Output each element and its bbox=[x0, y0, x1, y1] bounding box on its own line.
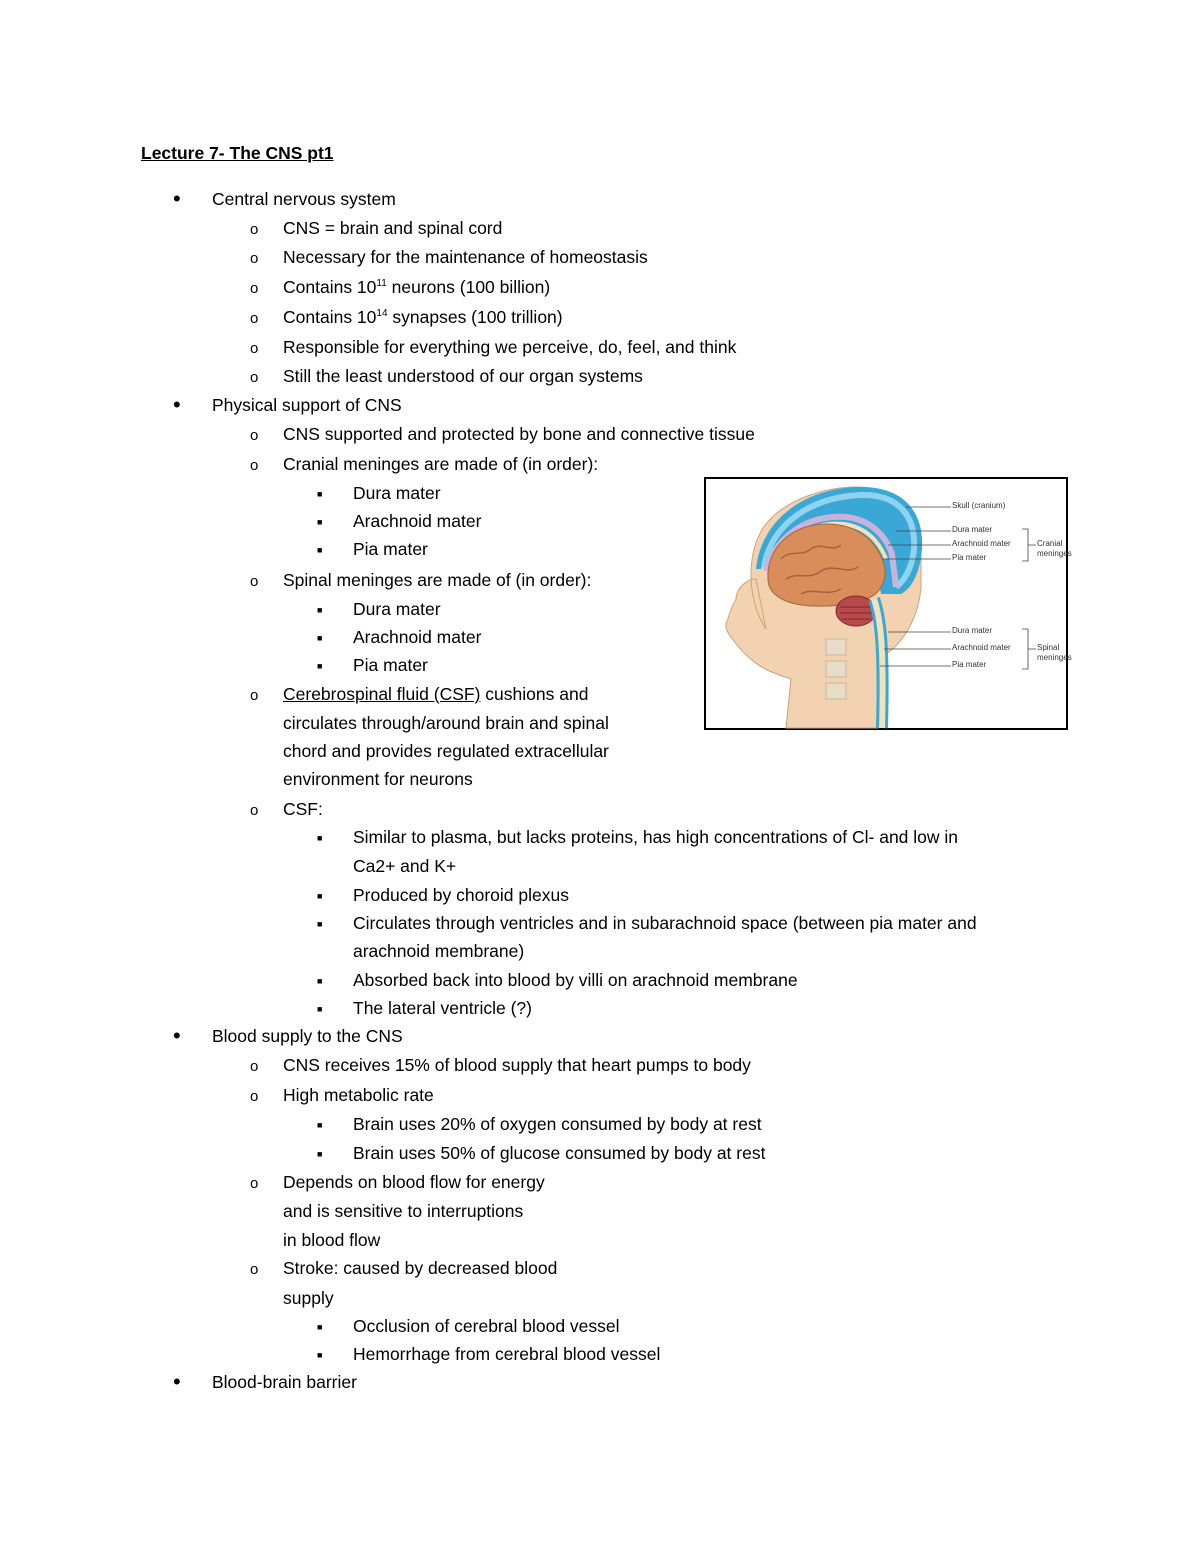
list-item: Occlusion of cerebral blood vessel bbox=[353, 1316, 620, 1336]
list-item: CSF: bbox=[283, 799, 323, 819]
circle-marker: o bbox=[250, 1175, 259, 1192]
square-marker: ■ bbox=[317, 891, 323, 901]
list-item: Circulates through ventricles and in subarachnoid space (between pia mater and bbox=[353, 913, 977, 933]
square-marker: ■ bbox=[317, 1004, 323, 1014]
list-item: in blood flow bbox=[283, 1230, 381, 1250]
label-dura-cranial: Dura mater bbox=[952, 525, 993, 534]
list-item: Dura mater bbox=[353, 599, 441, 619]
list-item: Produced by choroid plexus bbox=[353, 885, 569, 905]
square-marker: ■ bbox=[317, 1149, 323, 1159]
circle-marker: o bbox=[250, 573, 259, 590]
list-item: Contains $10^{11}$ neurons (100 billion) bbox=[283, 277, 551, 297]
list-item: High metabolic rate bbox=[283, 1085, 434, 1105]
circle-marker: o bbox=[250, 250, 259, 267]
list-item: CNS = brain and spinal cord bbox=[283, 218, 503, 238]
square-marker: ■ bbox=[317, 661, 323, 671]
list-item: supply bbox=[283, 1288, 334, 1308]
meninges-figure bbox=[704, 477, 1072, 730]
square-marker: ■ bbox=[317, 633, 323, 643]
square-marker: ■ bbox=[317, 605, 323, 615]
list-item: Brain uses 50% of glucose consumed by body at rest bbox=[353, 1143, 766, 1163]
circle-marker: o bbox=[250, 280, 259, 297]
list-item: Similar to plasma, but lacks proteins, has high concentrations of Cl- and low in bbox=[353, 827, 959, 847]
list-item: Ca2+ and K+ bbox=[353, 856, 457, 876]
list-item: and is sensitive to interruptions bbox=[283, 1201, 524, 1221]
circle-marker: o bbox=[250, 221, 259, 238]
square-marker: ■ bbox=[317, 976, 323, 986]
list-item: Still the least understood of our organ systems bbox=[283, 366, 643, 386]
list-item: Brain uses 20% of oxygen consumed by body at rest bbox=[353, 1114, 762, 1134]
list-item: Blood supply to the CNS bbox=[212, 1026, 403, 1046]
label-pia-cranial: Pia mater bbox=[952, 553, 987, 562]
list-item: Depends on blood flow for energy bbox=[283, 1172, 545, 1192]
list-item: The lateral ventricle (?) bbox=[353, 998, 532, 1018]
label-spinal-meninges: meninges bbox=[1037, 653, 1072, 662]
underlined-term: Cerebrospinal fluid (CSF) bbox=[283, 684, 481, 704]
label-arachnoid-cranial: Arachnoid mater bbox=[952, 539, 1011, 548]
square-marker: ■ bbox=[317, 545, 323, 555]
list-item: Cerebrospinal fluid (CSF) cushions and bbox=[283, 684, 589, 704]
list-item: Pia mater bbox=[353, 539, 428, 559]
list-item: Cranial meninges are made of (in order): bbox=[283, 454, 599, 474]
list-item: Arachnoid mater bbox=[353, 627, 482, 647]
square-marker: ■ bbox=[317, 833, 323, 843]
superscript: 14 bbox=[376, 308, 388, 319]
bullet-marker: • bbox=[173, 1023, 181, 1048]
circle-marker: o bbox=[250, 802, 259, 819]
meninges-diagram bbox=[706, 479, 1066, 728]
list-item: Stroke: caused by decreased blood bbox=[283, 1258, 558, 1278]
square-marker: ■ bbox=[317, 1322, 323, 1332]
circle-marker: o bbox=[250, 457, 259, 474]
list-item: CNS supported and protected by bone and connective tissue bbox=[283, 424, 755, 444]
list-item: Necessary for the maintenance of homeostasis bbox=[283, 247, 648, 267]
list-item: Hemorrhage from cerebral blood vessel bbox=[353, 1344, 661, 1364]
label-arachnoid-spinal: Arachnoid mater bbox=[952, 643, 1011, 652]
list-item: Dura mater bbox=[353, 483, 441, 503]
label-cranial-meninges: meninges bbox=[1037, 549, 1072, 558]
superscript: 11 bbox=[376, 278, 387, 289]
bullet-marker: • bbox=[173, 392, 181, 417]
label-cranial: Cranial bbox=[1037, 539, 1063, 548]
circle-marker: o bbox=[250, 427, 259, 444]
list-item: Arachnoid mater bbox=[353, 511, 482, 531]
list-item: environment for neurons bbox=[283, 769, 473, 789]
circle-marker: o bbox=[250, 1058, 259, 1075]
circle-marker: o bbox=[250, 1261, 259, 1278]
circle-marker: o bbox=[250, 1088, 259, 1105]
circle-marker: o bbox=[250, 687, 259, 704]
bullet-marker: • bbox=[173, 1369, 181, 1394]
list-item: Absorbed back into blood by villi on arachnoid membrane bbox=[353, 970, 798, 990]
list-item: circulates through/around brain and spinal bbox=[283, 713, 609, 733]
square-marker: ■ bbox=[317, 1120, 323, 1130]
list-item: Pia mater bbox=[353, 655, 428, 675]
bullet-marker: • bbox=[173, 186, 181, 211]
list-item: Contains $10^{14}$ synapses (100 trillion) bbox=[283, 307, 563, 327]
label-skull: Skull (cranium) bbox=[952, 501, 1006, 510]
square-marker: ■ bbox=[317, 919, 323, 929]
circle-marker: o bbox=[250, 340, 259, 357]
square-marker: ■ bbox=[317, 517, 323, 527]
list-item: arachnoid membrane) bbox=[353, 941, 525, 961]
list-item: Central nervous system bbox=[212, 189, 396, 209]
square-marker: ■ bbox=[317, 489, 323, 499]
list-item: Blood-brain barrier bbox=[212, 1372, 357, 1392]
label-spinal: Spinal bbox=[1037, 643, 1060, 652]
circle-marker: o bbox=[250, 369, 259, 386]
label-dura-spinal: Dura mater bbox=[952, 626, 993, 635]
page-title: Lecture 7- The CNS pt1 bbox=[141, 143, 334, 163]
circle-marker: o bbox=[250, 310, 259, 327]
list-item: Responsible for everything we perceive, do, feel, and think bbox=[283, 337, 737, 357]
square-marker: ■ bbox=[317, 1350, 323, 1360]
list-item: Spinal meninges are made of (in order): bbox=[283, 570, 592, 590]
label-pia-spinal: Pia mater bbox=[952, 660, 987, 669]
list-item: CNS receives 15% of blood supply that heart pumps to body bbox=[283, 1055, 751, 1075]
list-item: Physical support of CNS bbox=[212, 395, 402, 415]
list-item: chord and provides regulated extracellular bbox=[283, 741, 609, 761]
